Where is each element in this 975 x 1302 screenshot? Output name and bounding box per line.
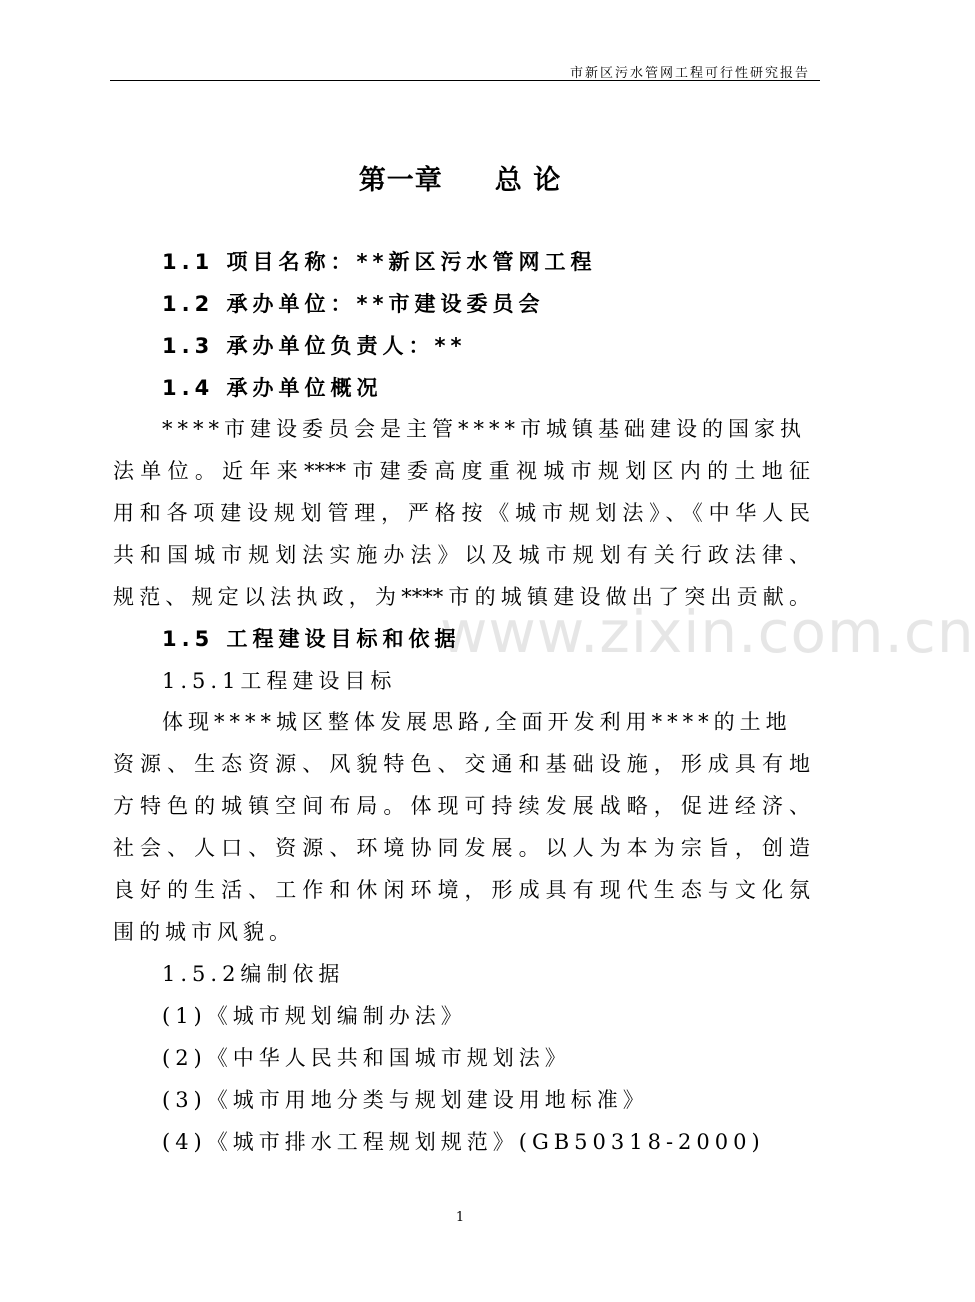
chapter-title [0, 158, 920, 197]
section-1-3: 1.3 承办单位负责人：** [162, 334, 467, 358]
section-1-5-1: 1.5.1工程建设目标 [162, 669, 397, 693]
header-title: 市新区污水管网工程可行性研究报告 [569, 66, 810, 81]
paragraph-line: 规范、规定以法执政，为****市的城镇建设做出了突出贡献。 [113, 585, 810, 609]
paragraph-line: 社会、人口、资源、环境协同发展。以人为本为宗旨，创造 [113, 836, 810, 860]
section-1-5-2: 1.5.2编制依据 [162, 962, 345, 986]
paragraph-line: ****市建设委员会是主管****市城镇基础建设的国家执 [162, 417, 806, 441]
paragraph-line: 方特色的城镇空间布局。体现可持续发展战略，促进经济、 [113, 794, 810, 818]
paragraph-line: 体现****城区整体发展思路,全面开发利用****的土地 [162, 710, 792, 734]
header-rule [110, 80, 820, 81]
section-1-4: 1.4 承办单位概况 [162, 376, 383, 400]
reference-item: (3)《城市用地分类与规划建设用地标准》 [162, 1088, 649, 1112]
page-number: 1 [455, 1210, 465, 1225]
reference-item: (1)《城市规划编制办法》 [162, 1004, 467, 1028]
reference-item: (2)《中华人民共和国城市规划法》 [162, 1046, 571, 1070]
paragraph-line: 资源、生态资源、风貌特色、交通和基础设施，形成具有地 [113, 752, 810, 776]
section-1-1: 1.1 项目名称：**新区污水管网工程 [162, 250, 597, 274]
paragraph-line: 良好的生活、工作和休闲环境，形成具有现代生态与文化氛 [113, 878, 810, 902]
reference-item: (4)《城市排水工程规划规范》(GB50318-2000) [162, 1130, 765, 1154]
paragraph-line: 法单位。近年来****市建委高度重视城市规划区内的土地征 [113, 459, 810, 483]
paragraph-line: 围的城市风貌。 [113, 920, 295, 944]
chapter-number: 第一章 [358, 165, 443, 196]
paragraph-line: 共和国城市规划法实施办法》以及城市规划有关行政法律、 [113, 543, 810, 567]
section-1-2: 1.2 承办单位：**市建设委员会 [162, 292, 545, 316]
paragraph-line: 用和各项建设规划管理，严格按《城市规划法》、《中华人民 [113, 501, 810, 525]
section-1-5: 1.5 工程建设目标和依据 [162, 627, 461, 651]
chapter-name: 总 论 [494, 165, 562, 196]
watermark: www.zixin.com.cn [440, 598, 975, 666]
